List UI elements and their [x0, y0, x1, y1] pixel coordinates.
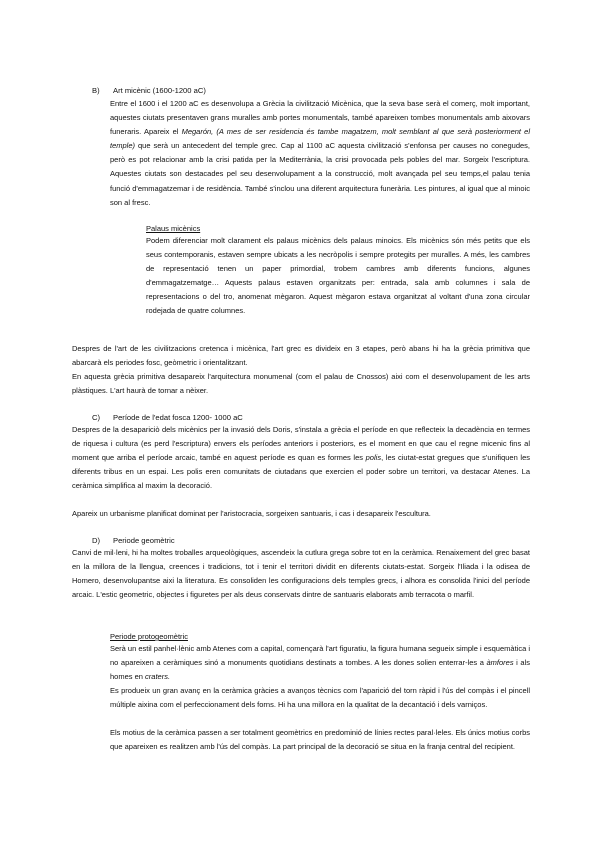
protogeometric-text-1: Serà un estil panhel·lènic amb Atenes com a capital, començarà l'art figuratiu, la figura humana segueix simple i esquemàtica i no apareixen a ceràmiques sinó a monuments quotidians destinats a tombes. A les dones solien enterrar-les a	[110, 644, 530, 668]
protogeometric-text-2: i als homes en	[110, 658, 530, 682]
section-b-text-1: Entre el 1600 i el 1200 aC es desenvolupa a Grècia la civilització Micènica, que la seva base serà el comerç, molt important, aquestes ciutats presentaven grans muralles amb portes monumentals, també apareixen tombes monumentals amb aixovars funeraris. Apareix el	[110, 99, 530, 137]
section-c-text-2: , les ciutat-estat gregues que s'unifiquen les diferents tribus en un espai. Les polis eren comunitats de ciutadans que exercien el poder sobre un territori, va destacar Atenes. La ceràmica simplifica al maxim la decoració.	[72, 453, 530, 491]
section-c-paragraph	[72, 423, 530, 493]
section-b-heading	[92, 86, 206, 96]
section-d-heading	[92, 536, 175, 546]
protogeometric-subheading: Periode protogeomètric	[110, 632, 188, 641]
section-c-text-1: Despres de la desapariciò dels micènics per la invasió dels Doris, s'instala a grècia el període en que reflecteix la decadència en termes de riquesa i cultura (es perd l'escriptura) envers els períodes anteriors i posteriors, es el moment en que cau el regne micenic fins al moment que arriba el període arcaic, també en aquest període es quan es formes les	[72, 425, 530, 463]
craters-term: craters.	[145, 672, 171, 682]
protogeometric-paragraph-1	[110, 642, 530, 684]
section-b-paragraph	[110, 97, 530, 210]
transition-paragraph-1: Despres de l'art de les civilitzacions cretenca i micènica, l'art grec es divideix en 3 etapes, però abans hi ha la grècia primitiva que abarcarà els periodes fosc, geòmetric i orientalitzant.	[72, 344, 530, 368]
section-d-number: D)	[92, 536, 101, 545]
section-d-paragraph: Canvi de mil·leni, hi ha moltes troballes arqueològiques, ascendeix la cutlura grega sobre tot en la ceràmica. Renaixement del grec basat en la millora de la llengua, creences i tradicions, tot i tenir el territori dividit en diferents ciutats-estat. Sorgeix l'Iliada i la odisea de Homero, desenvolupantse aixi la literatura. Es consoliden les configuracions dels temples grecs, i alhora es consolida l'inici del període arcaic. L'estic geometric, objectes i figuretes per als deus conservats dintre de santuaris elaborats amb terracota o marfil.	[72, 548, 530, 600]
section-c-number: C)	[92, 413, 101, 422]
section-c-heading	[92, 413, 243, 423]
palaus-micenics-paragraph: Podem diferenciar molt clarament els palaus micènics dels palaus minoics. Els micènics són més petits que els seus contemporanis, estaven sempre ubicats a les necròpolis i sempre protegits per muralles. A més, les cambres de representació tenen un paper primordial, trobem cambres amb diferents funcions, algunes d'emmagatzematge… Aquests palaus estaven organitzats per: entrada, sala amb columnes i sala de representacions o del tro, anomenat mègaron. Aquest mègaron estava organitzat al voltant d'una zona circular rodejada de quatre columnes.	[146, 236, 530, 316]
palaus-micenics-subheading: Palaus micènics	[146, 224, 201, 233]
protogeometric-paragraph-2: Es produeix un gran avanç en la ceràmica gràcies a avanços tècnics com l'aparició del torn ràpid i l'ús del compàs i el pincell múltiple aixina com el perfeccionament dels forns. Hi ha una millora en la qualitat de la decantació i dels varniços.	[110, 686, 530, 710]
transition-paragraph-2: En aquesta grècia primitiva desapareix l'arquitectura monumenal (com el palau de Cnossos) aixi com el desenvolupament de les arts plàstiques. L'art haurà de tornar a nèixer.	[72, 372, 530, 396]
protogeometric-paragraph-3: Els motius de la ceràmica passen a ser totalment geomètrics en predominió de línies rectes paral·leles. Els únics motius corbs que apareixen es realitzen amb l'ús del compàs. La part principal de la decoració se situa en la franja central del recipient.	[110, 728, 530, 752]
section-d-title: Periode geomètric	[113, 536, 175, 545]
section-b-title: Art micènic (1600-1200 aC)	[113, 86, 206, 95]
section-b-text-2: que serà un antecedent del temple grec. Cap al 1100 aC aquesta civilització s'enfonsa per causes no conegudes, però es pot relacionar amb la crisi patida per la Mediterrània, la crisi provocada pels pobles del mar. Sorgeix l'escriptura. Aquestes ciutats son destacades pel seu desenvolupament a la construcció, molt avançada pel seu temps,el palau tenia funció d'emmagatzemar i de residència. També s'inclou una diferent arquitectura funerària. Les pintures, al igual que al minoic son al fresc.	[110, 141, 530, 207]
amfores-term: àmfores	[486, 658, 514, 668]
section-c-title: Període de l'edat fosca 1200- 1000 aC	[113, 413, 243, 422]
megaron-definition: Megarón, (A mes de ser residencia és tambe magatzem, molt semblant al que serà posteriorment el temple)	[110, 127, 530, 151]
polis-term: polis	[365, 453, 382, 463]
section-c-paragraph-2: Apareix un urbanisme planificat dominat per l'aristocracia, sorgeixen santuaris, i cas i desapareix l'escultura.	[72, 509, 431, 518]
section-b-number: B)	[92, 86, 100, 95]
